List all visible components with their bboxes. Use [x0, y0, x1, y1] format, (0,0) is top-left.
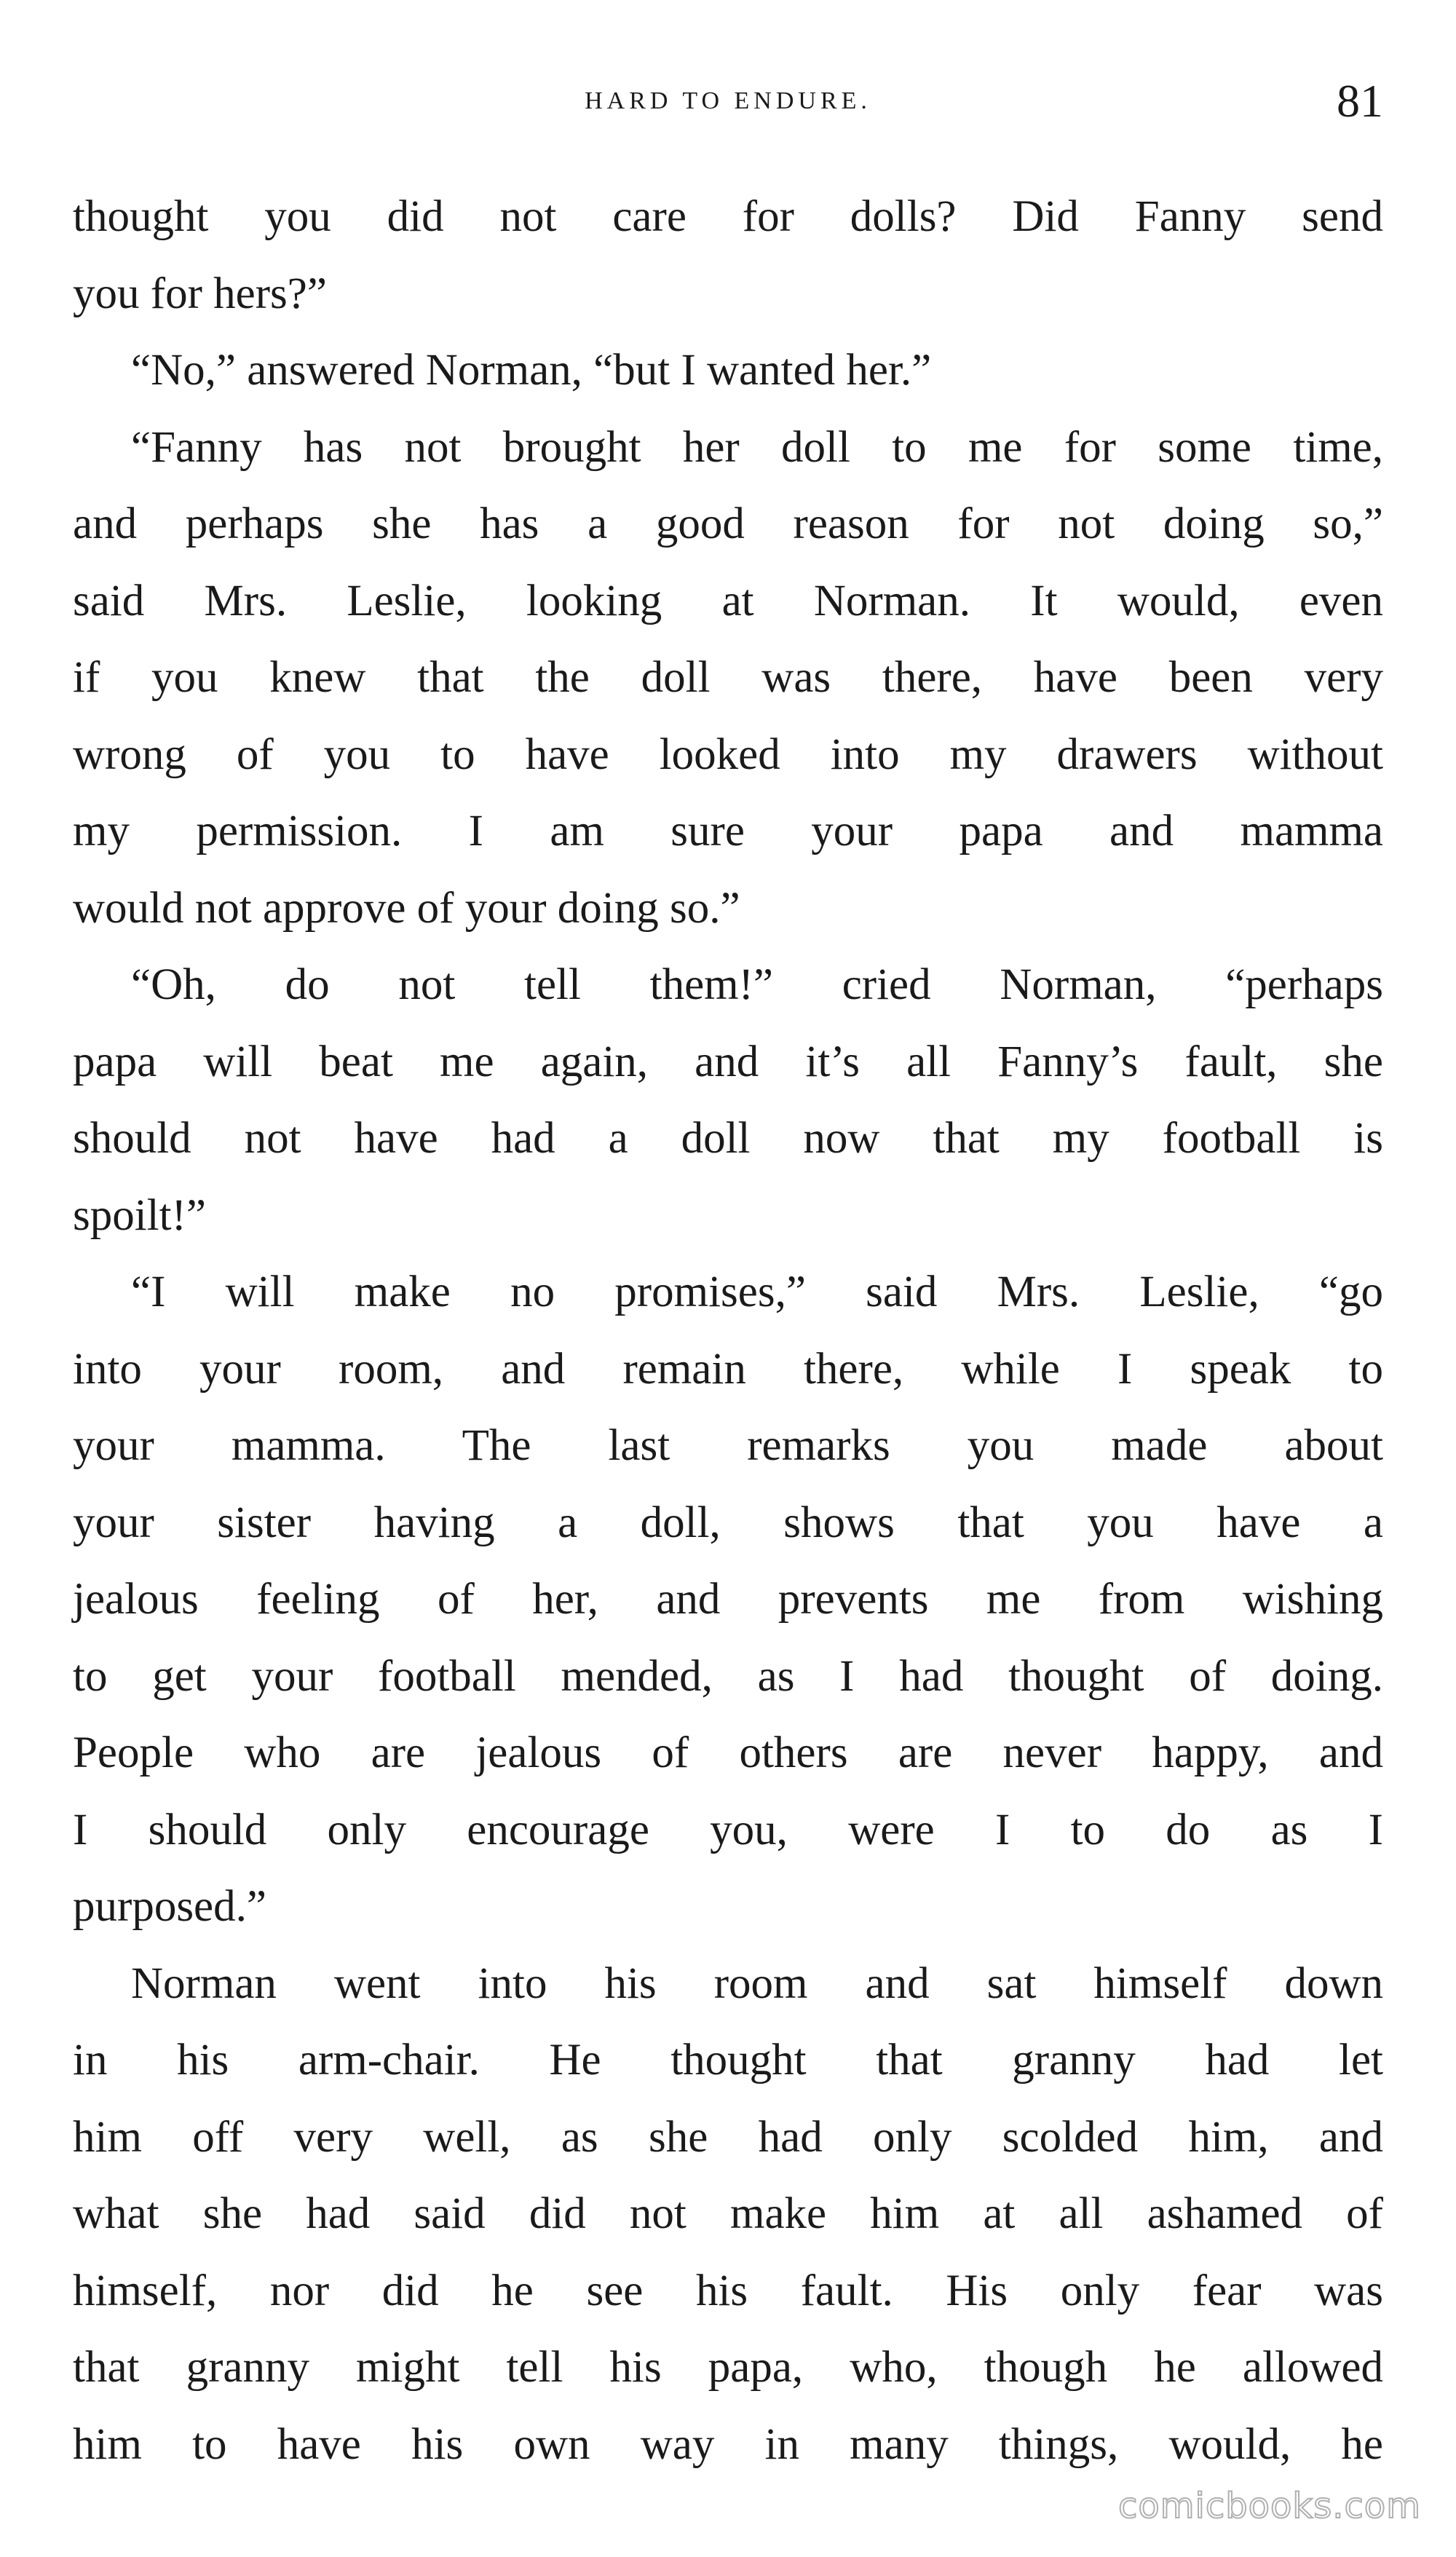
- text-line: into your room, and remain there, while I speak to: [73, 1344, 1383, 1394]
- page-number: 81: [1337, 75, 1383, 127]
- text-line: if you knew that the doll was there, have been very: [73, 653, 1383, 702]
- text-line: himself, nor did he see his fault. His only fear was: [73, 2266, 1383, 2315]
- running-head: [73, 75, 1383, 138]
- text-line: papa will beat me again, and it’s all Fanny’s fault, she: [73, 1037, 1383, 1086]
- running-title: HARD TO ENDURE.: [585, 87, 871, 114]
- text-line: in his arm-chair. He thought that granny had let: [73, 2036, 1383, 2084]
- watermark-logo: comicbooks.com: [1117, 2486, 1421, 2526]
- text-line: Norman went into his room and sat himself down: [131, 1959, 1383, 2008]
- text-line: wrong of you to have looked into my drawers without: [73, 730, 1383, 779]
- book-page: [73, 69, 1383, 2545]
- text-line: “Fanny has not brought her doll to me for some time,: [131, 422, 1383, 472]
- text-line: “No,” answered Norman, “but I wanted her.”: [131, 346, 932, 395]
- text-line: you for hers?”: [73, 269, 327, 318]
- text-line: should not have had a doll now that my football is: [73, 1114, 1383, 1163]
- text-line: your sister having a doll, shows that you have a: [73, 1498, 1383, 1547]
- text-line: would not approve of your doing so.”: [73, 883, 740, 933]
- text-line: “I will make no promises,” said Mrs. Leslie, “go: [131, 1268, 1383, 1316]
- text-line: I should only encourage you, were I to do as I: [73, 1805, 1383, 1854]
- text-line: and perhaps she has a good reason for not doing so,”: [73, 499, 1383, 548]
- text-line: People who are jealous of others are never happy, and: [73, 1728, 1383, 1777]
- text-line: him off very well, as she had only scolded him, and: [73, 2112, 1383, 2162]
- text-line: to get your football mended, as I had thought of doing.: [73, 1651, 1383, 1701]
- text-line: what she had said did not make him at all ashamed of: [73, 2189, 1383, 2238]
- body-text: [73, 178, 1383, 2483]
- text-line: him to have his own way in many things, would, he: [73, 2419, 1383, 2469]
- text-line: your mamma. The last remarks you made about: [73, 1421, 1383, 1470]
- text-line: spoilt!”: [73, 1190, 206, 1240]
- text-line: jealous feeling of her, and prevents me from wishing: [73, 1575, 1383, 1624]
- text-line: my permission. I am sure your papa and mamma: [73, 807, 1383, 855]
- text-line: purposed.”: [73, 1882, 266, 1931]
- text-line: said Mrs. Leslie, looking at Norman. It would, even: [73, 576, 1383, 625]
- text-line: thought you did not care for dolls? Did Fanny send: [73, 192, 1383, 241]
- text-line: that granny might tell his papa, who, though he allowed: [73, 2343, 1383, 2392]
- text-line: “Oh, do not tell them!” cried Norman, “perhaps: [131, 960, 1383, 1009]
